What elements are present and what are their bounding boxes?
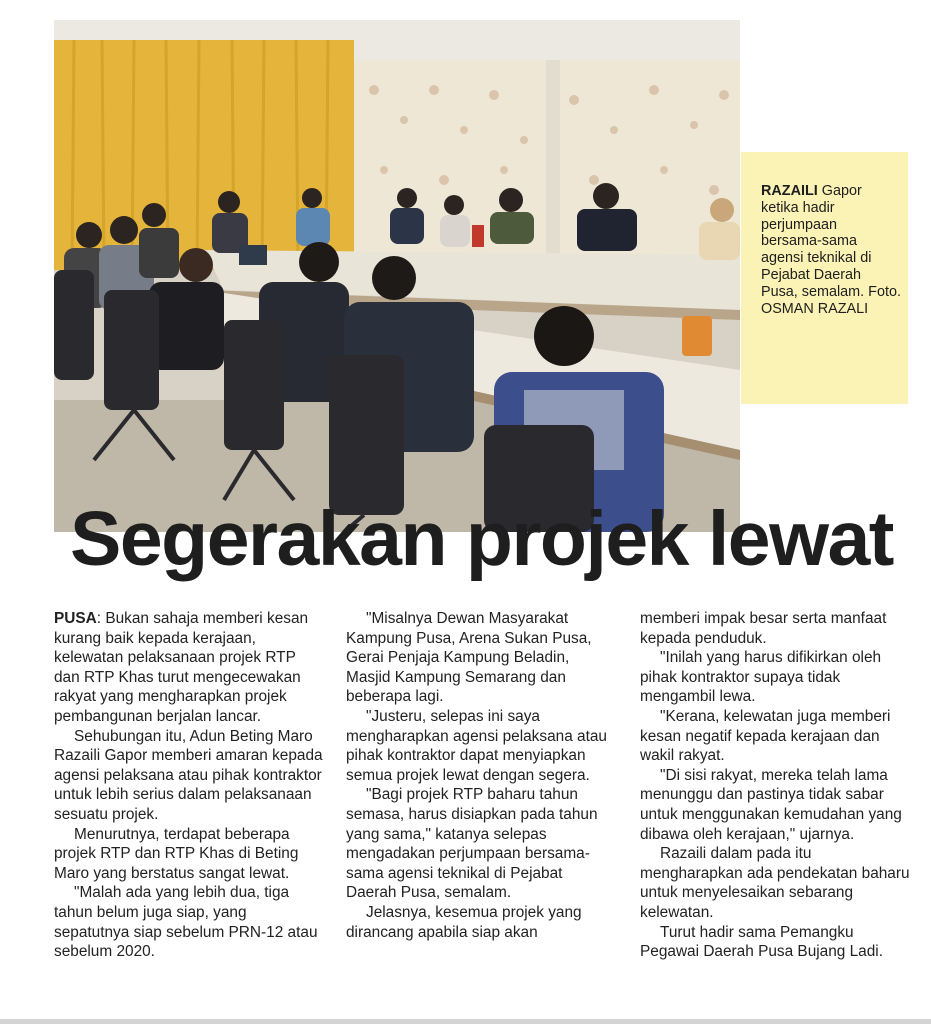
paragraph: Sehubungan itu, Adun Beting Maro Razaili Gapor memberi amaran kepada agensi pelaksana atau pihak kontraktor untuk lebih serius dalam pelaksanaan sesuatu projek. — [54, 727, 323, 823]
meeting-photo — [54, 20, 740, 532]
caption-text: Gapor ketika hadir perjumpaan bersama-sama agensi teknikal di Pejabat Daerah Pusa, semalam. Foto. OSMAN RAZALI — [761, 183, 901, 317]
paragraph: "Misalnya Dewan Masyarakat Kampung Pusa, Arena Sukan Pusa, Gerai Penjaja Kampung Beladin, Masjid Kampung Semarang dan beberapa lagi. — [346, 610, 592, 706]
paragraph: Jelasnya, kesemua projek yang dirancang apabila siap akan — [346, 903, 582, 941]
meeting-photo-icon — [54, 20, 740, 532]
paragraph-text: : Bukan sahaja memberi kesan kurang baik kepada kerajaan, kelewatan pelaksanaan projek RTP dan RTP Khas turut mengecewakan rakyat yang mengharapkan projek pembangunan berjalan lancar. — [54, 610, 309, 725]
article-column-2 — [346, 609, 616, 942]
paragraph: Turut hadir sama Pemangku Pegawai Daerah Pusa Bujang Ladi. — [640, 923, 883, 961]
paragraph: "Bagi projek RTP baharu tahun semasa, harus disiapkan pada tahun yang sama," katanya selepas mengadakan perjumpaan bersama-sama agensi teknikal di Pejabat Daerah Pusa, semalam. — [346, 786, 598, 902]
paragraph — [54, 609, 324, 727]
photo-caption-box — [741, 152, 908, 404]
article-column-1 — [54, 609, 324, 962]
paragraph: "Malah ada yang lebih dua, tiga tahun belum juga siap, yang sepatutnya siap sebelum PRN-12 atau sebelum 2020. — [54, 884, 318, 961]
dateline: PUSA — [54, 610, 97, 627]
caption-lead: RAZAILI — [761, 183, 818, 199]
paragraph: "Inilah yang harus difikirkan oleh pihak kontraktor supaya tidak mengambil lewa. — [640, 649, 882, 706]
headline: Segerakan projek lewat — [70, 496, 893, 582]
paragraph: "Kerana, kelewatan juga memberi kesan negatif kepada kerajaan dan wakil rakyat. — [640, 707, 891, 765]
article-column-3 — [640, 609, 912, 962]
paragraph: "Justeru, selepas ini saya mengharapkan agensi pelaksana atau pihak kontraktor dapat menyiapkan semua projek lewat dengan segera. — [346, 707, 607, 784]
paragraph: Menurutnya, terdapat beberapa projek RTP dan RTP Khas di Beting Maro yang berstatus sangat lewat. — [54, 825, 299, 882]
photo-caption — [761, 183, 901, 317]
page-bottom-divider — [0, 1019, 931, 1024]
paragraph: Razaili dalam pada itu mengharapkan ada pendekatan baharu untuk menyelesaikan sebarang kelewatan. — [640, 845, 910, 921]
paragraph: memberi impak besar serta manfaat kepada penduduk. — [640, 610, 887, 647]
paragraph: "Di sisi rakyat, mereka telah lama menunggu dan pastinya tidak sabar untuk menggunakan kemudahan yang dibawa oleh kerajaan," ujarnya. — [640, 766, 902, 843]
